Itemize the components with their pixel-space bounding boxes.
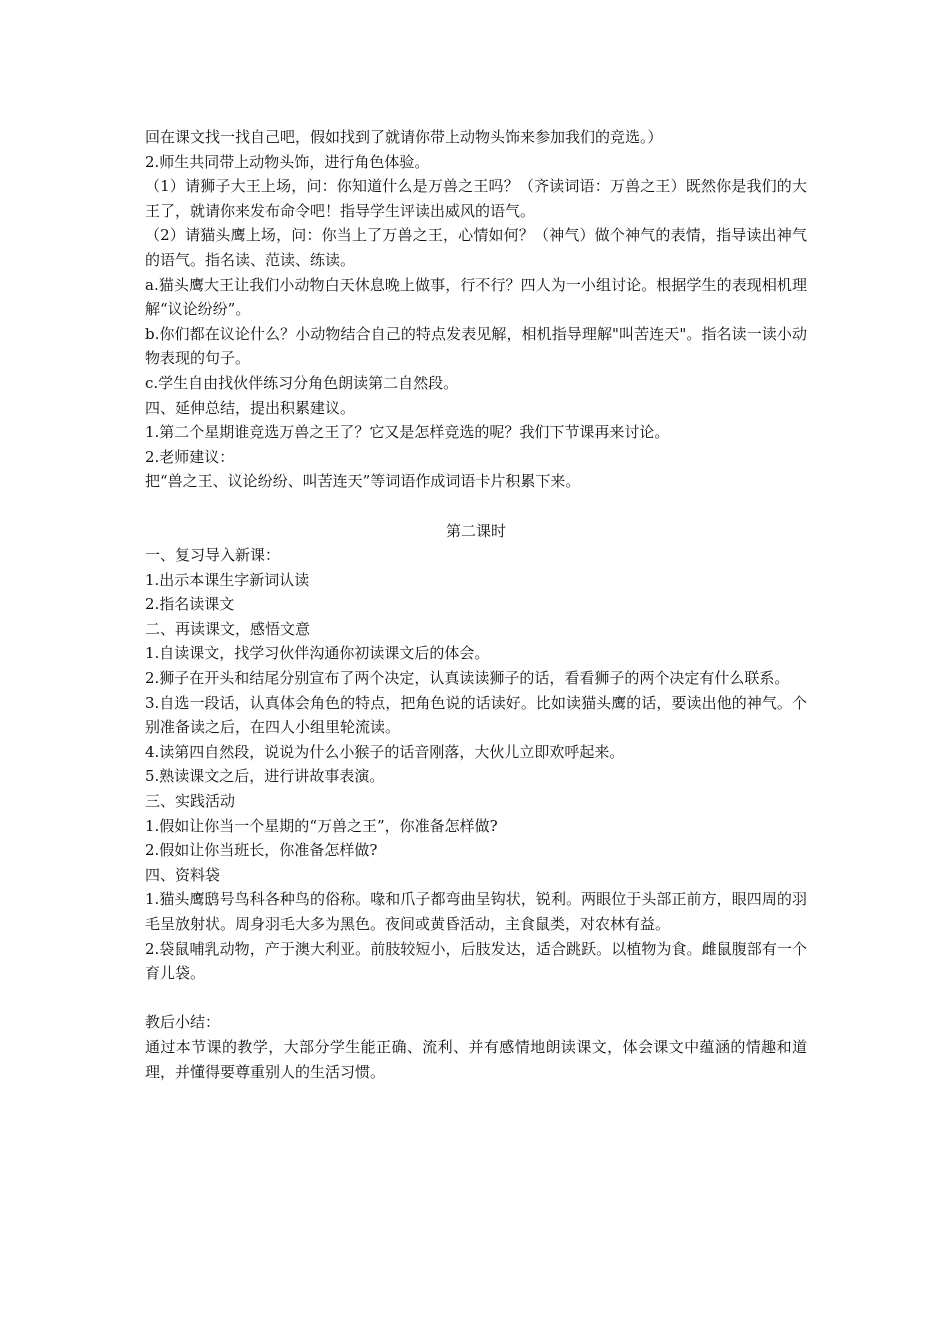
summary-text: 通过本节课的教学，大部分学生能正确、流利、并有感情地朗读课文，体会课文中蕴涵的情趣和道理，并懂得要尊重别人的生活习惯。 [145,1037,807,1081]
text-line: c.学生自由找伙伴练习分角色朗读第二自然段。 [145,373,459,392]
text-line: 2.老师建议： [145,447,235,466]
text-paragraph: 2.狮子在开头和结尾分别宣布了两个决定，认真读读狮子的话，看看狮子的两个决定有什么联系。 [145,669,790,688]
text-line: 1.出示本课生字新词认读 [145,570,310,589]
text-paragraph: b.你们都在议论什么？小动物结合自己的特点发表见解，相机指导理解"叫苦连天"。指名读一读小动物表现的句子。 [145,324,807,368]
text-paragraph: 1.猫头鹰鸱号鸟科各种鸟的俗称。喙和爪子都弯曲呈钩状，锐利。两眼位于头部正前方，眼四周的羽毛呈放射状。周身羽毛大多为黑色。夜间或黄昏活动，主食鼠类，对农林有益。 [145,890,807,933]
text-paragraph: a.猫头鹰大王让我们小动物白天休息晚上做事，行不行？四人为一小组讨论。根据学生的表现相机理解“议论纷纷”。 [145,275,807,319]
text-line: 2.师生共同带上动物头饰，进行角色体验。 [145,152,430,171]
text-paragraph: 2.袋鼠哺乳动物，产于澳大利亚。前肢较短小，后肢发达，适合跳跃。以植物为食。雌鼠腹部有一个育儿袋。 [145,939,807,983]
blank-line [145,986,807,1011]
section-heading: 一、复习导入新课： [145,546,281,565]
section-heading: 四、延伸总结，提出积累建议。 [145,398,356,417]
text-line: 回在课文找一找自己吧，假如找到了就请你带上动物头饰来参加我们的竞选。） [145,128,663,146]
text-line: 把“兽之王、议论纷纷、叫苦连天”等词语作成词语卡片积累下来。 [145,472,581,491]
text-paragraph: （2）请猫头鹰上场，问：你当上了万兽之王，心情如何？（神气）做个神气的表情，指导读出神气的语气。指名读、范读、练读。 [145,226,807,269]
document-page [145,125,807,1084]
text-line: 2.假如让你当班长，你准备怎样做? [145,841,378,860]
blank-line [145,494,807,519]
text-paragraph: （1）请狮子大王上场，问：你知道什么是万兽之王吗？（齐读词语：万兽之王）既然你是我们的大王了，就请你来发布命令吧！指导学生评读出威风的语气。 [145,177,807,220]
text-line: 1.第二个星期谁竞选万兽之王了？它又是怎样竞选的呢？我们下节课再来讨论。 [145,423,670,442]
summary-label: 教后小结： [145,1013,221,1032]
section-heading: 三、实践活动 [145,792,236,811]
text-line: 2.指名读课文 [145,595,235,614]
text-line: 1.自读课文，找学习伙伴沟通你初读课文后的体会。 [145,644,490,663]
text-paragraph: 3.自选一段话，认真体会角色的特点，把角色说的话读好。比如读猫头鹰的话，要读出他的神气。个别准备读之后，在四人小组里轮流读。 [145,693,807,737]
text-line: 1.假如让你当一个星期的“万兽之王”，你准备怎样做? [145,816,498,835]
section-heading: 四、资料袋 [145,865,221,884]
text-line: 5.熟读课文之后，进行讲故事表演。 [145,767,385,786]
text-line: 4.读第四自然段，说说为什么小猴子的话音刚落，大伙儿立即欢呼起来。 [145,742,625,761]
section-heading: 二、再读课文，感悟文意 [145,619,311,638]
section-title: 第二课时 [445,521,506,540]
